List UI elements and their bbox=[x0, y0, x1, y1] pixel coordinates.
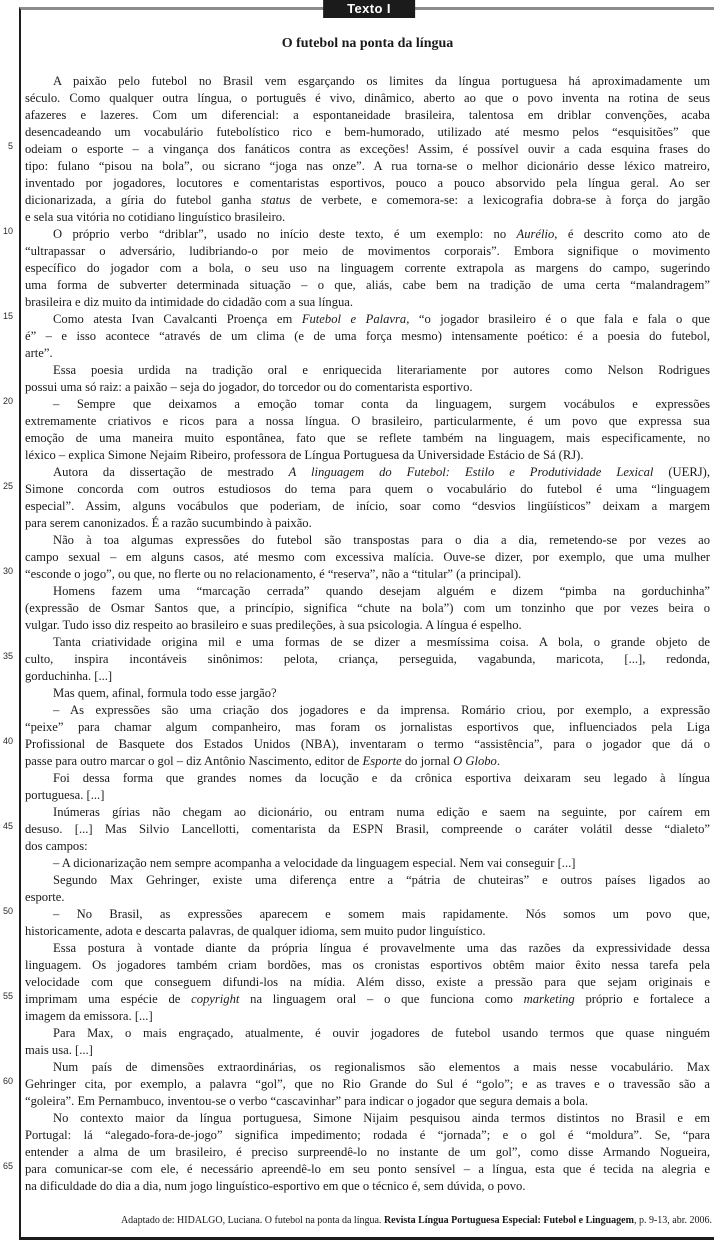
line-number: 50 bbox=[2, 906, 13, 916]
text-line: portuguesa. [...] bbox=[25, 788, 105, 802]
line-number-block bbox=[0, 495, 16, 580]
text-line: imagem da emissora. [...] bbox=[25, 1009, 153, 1023]
text-line: A paixão pelo futebol no Brasil vem esgarçando os limites da língua portuguesa há aproximadamente um bbox=[53, 74, 710, 88]
citation-prefix: Adaptado de: HIDALGO, Luciana. O futebol na ponta da língua. bbox=[120, 1215, 384, 1226]
text-line: culto, inspira incontáveis sinônimos: pelota, criança, perseguida, vagabunda, maricota, [...], redonda, bbox=[25, 652, 710, 666]
line-number-block bbox=[0, 750, 16, 835]
text-line: passe para outro marcar o gol – diz Antônio Nascimento, editor de Esporte do jornal O Globo. bbox=[25, 754, 500, 768]
text-line: possui uma só raiz: a paixão – seja do jogador, do torcedor ou do comentarista esportivo. bbox=[25, 380, 473, 394]
line-number-block bbox=[0, 1005, 16, 1090]
text-line: Como atesta Ivan Cavalcanti Proença em Futebol e Palavra, “o jogador brasileiro é o que fala e fala o que bbox=[53, 312, 710, 326]
citation-suffix: , p. 9-13, abr. 2006. bbox=[633, 1215, 712, 1226]
text-line: específico do jogador com a bola, o seu uso na linguagem corrente extrapola as margens do campo, sugerindo bbox=[25, 261, 710, 275]
line-number: 40 bbox=[2, 736, 13, 746]
text-line: esporte. bbox=[25, 890, 65, 904]
text-line: Tanta criatividade origina mil e uma formas de se dizer a mesmíssima coisa. A bola, o grande objeto de bbox=[53, 635, 710, 649]
text-line: Inúmeras gírias não chegam ao dicionário, ou entram numa edição e saem na seguinte, por caírem em bbox=[53, 805, 710, 819]
line-number: 5 bbox=[7, 141, 13, 151]
text-line: Mas quem, afinal, formula todo esse jargão? bbox=[53, 686, 277, 700]
line-number: 65 bbox=[2, 1161, 13, 1171]
line-number-block bbox=[0, 70, 16, 155]
line-number-gutter bbox=[0, 70, 16, 1175]
line-number: 35 bbox=[2, 651, 13, 661]
text-line: e sela sua vitória no cotidiano linguístico brasileiro. bbox=[25, 210, 286, 224]
text-line: afazeres e lazeres. Com um diferencial: a espontaneidade brasileira, talentosa em driblar convenções, acaba bbox=[25, 108, 710, 122]
text-line: O próprio verbo “driblar”, usado no início deste texto, é um exemplo: no Aurélio, é descrito como ato de bbox=[53, 227, 710, 241]
line-number: 60 bbox=[2, 1076, 13, 1086]
text-line: Essa poesia urdida na tradição oral e enriquecida literariamente por autores como Nelson Rodrigues bbox=[53, 363, 710, 377]
texto-label: Texto I bbox=[323, 0, 415, 18]
text-line: para serem canonizados. É a razão sucumbindo à paixão. bbox=[25, 516, 312, 530]
text-line: Para Max, o mais engraçado, atualmente, é ouvir jogadores de futebol usando termos que quase ninguém bbox=[53, 1026, 710, 1040]
document-title: O futebol na ponta da língua bbox=[281, 36, 454, 51]
line-number-block bbox=[0, 155, 16, 240]
text-line: desencadeando um vocabulário futebolístico rico e bem-humorado, utilizado até mesmo pelos “esquisitões” que bbox=[25, 125, 710, 139]
text-line: uma forma de subverter determinada situação – o que, aliás, cabe bem na tradição de uma certa “malandragem” bbox=[25, 278, 710, 292]
line-number: 20 bbox=[2, 396, 13, 406]
source-citation bbox=[25, 1214, 712, 1227]
text-line: “goleira”. Em Pernambuco, inventou-se o verbo “cascavinhar” para indicar o jogador que segura demais a bola. bbox=[25, 1094, 588, 1108]
text-line: dicionarizada, a gíria do futebol ganha status de verbete, e comemora-se: a lexicografia dobra-se à força do jargão bbox=[25, 193, 710, 207]
line-number: 55 bbox=[2, 991, 13, 1001]
text-line: século. Como qualquer outra língua, o português é vivo, dinâmico, aberto ao que o povo inventa na rotina de seus bbox=[25, 91, 710, 105]
text-line: (expressão de Osmar Santos que, a princípio, significa “chute na bola”) com um tonzinho que por vezes beira o bbox=[25, 601, 710, 615]
text-line: para comunicar-se com ele, é necessário apreendê-lo em seu ponto sensível – a língua, esta que é tecida na alegria e bbox=[25, 1162, 710, 1176]
text-line: na dificuldade do dia a dia, num jogo linguístico-esportivo em que o técnico é, sem dúvida, o povo. bbox=[25, 1179, 526, 1193]
citation-source: Revista Língua Portuguesa Especial: Futebol e Linguagem bbox=[383, 1215, 634, 1226]
text-line: arte”. bbox=[25, 346, 53, 360]
text-line: mais usa. [...] bbox=[25, 1043, 93, 1057]
text-line: velocidade com que conseguem difundi-los na mídia. Além disso, existe a pressão para que sejam originais e bbox=[25, 975, 710, 989]
text-line: Autora da dissertação de mestrado A linguagem do Futebol: Estilo e Produtividade Lexical (UERJ), bbox=[53, 465, 710, 479]
text-line: Gehringer cita, por exemplo, a palavra “gol”, que no Rio Grande do Sul é “golo”; e as traves e o travessão são a bbox=[25, 1077, 710, 1091]
line-number: 45 bbox=[2, 821, 13, 831]
text-line: Profissional de Basquete dos Estados Unidos (NBA), inventaram o termo “assistência”, para o jogador que dá o bbox=[25, 737, 710, 751]
text-line: brasileira e diz muito da intimidade do cidadão com a sua língua. bbox=[25, 295, 354, 309]
text-line: Foi dessa forma que grandes nomes da locução e da crônica esportiva deixaram seu legado à língua bbox=[53, 771, 710, 785]
text-line: Não à toa algumas expressões do futebol são transpostas para o dia a dia, remetendo-se por vezes ao bbox=[53, 533, 710, 547]
text-line: Essa postura à vontade diante da própria língua é provavelmente uma das razões da expressividade dessa bbox=[53, 941, 710, 955]
text-line: Simone concorda com outros estudiosos do tema para quem o vocabulário do futebol é uma “linguagem bbox=[25, 482, 710, 496]
text-line: especial”. Assim, alguns vocábulos que poderiam, de início, soar como “desvios lingüísticos” deixam a margem bbox=[25, 499, 710, 513]
text-line: Num país de dimensões extraordinárias, os regionalismos são elementos a mais nesse vocabulário. Max bbox=[53, 1060, 710, 1074]
text-line: Homens fazem uma “marcação cerrada” quando desejam alguém e dizem “pimba na gorduchinha” bbox=[53, 584, 710, 598]
text-line: – No Brasil, as expressões aparecem e somem mais rapidamente. Nós somos um povo que, bbox=[53, 907, 710, 921]
text-line: vulgar. Tudo isso diz respeito ao brasileiro e suas predileções, à sua psicologia. A língua é espelho. bbox=[25, 618, 522, 632]
text-line: gorduchinha. [...] bbox=[25, 669, 113, 683]
text-line: “esconde o jogo”, ou que, no flerte ou no relacionamento, é “reserva”, não a “titular” (a principal). bbox=[25, 567, 522, 581]
text-line: léxico – explica Simone Nejaim Ribeiro, professora de Língua Portuguesa da Universidade Estácio de Sá (RJ). bbox=[25, 448, 584, 462]
text-line: historicamente, adota e descarta palavras, de qualquer idioma, sem muito pudor linguístico. bbox=[25, 924, 486, 938]
line-number: 10 bbox=[2, 226, 13, 236]
text-line: Portugal: lá “alegado-fora-de-jogo” significa impedimento; rodada é “jornada”; e o gol é “moldura”. Se, “para bbox=[25, 1128, 710, 1142]
text-line: “ultrapassar o adversário, ludibriando-o por meio de movimentos corporais”. Embora signifique o movimento bbox=[25, 244, 710, 258]
text-line: – As expressões são uma criação dos jogadores e da imprensa. Romário criou, por exemplo, a expressão bbox=[53, 703, 710, 717]
text-line: entender a alma de um brasileiro, é preciso surpreendê-lo no instante de um gol”, como disse Armando Nogueira, bbox=[25, 1145, 710, 1159]
text-line: odeiam o esporte – a vingança dos fanáticos contra as exceções! Assim, é possível ouvir a cada esquina frases do bbox=[25, 142, 710, 156]
text-line: dos campos: bbox=[25, 839, 88, 853]
line-number-block bbox=[0, 410, 16, 495]
line-number-block bbox=[0, 580, 16, 665]
text-line: tipo: fulano “pisou na bola”, ou sicrano “joga nas onze”. A rua torna-se o melhor dicionário desse léxico matreiro, bbox=[25, 159, 710, 173]
document-body bbox=[25, 73, 710, 1195]
line-number: 15 bbox=[2, 311, 13, 321]
line-number-block bbox=[0, 835, 16, 920]
text-line: campo sexual – em alguns casos, até mesmo com excessiva malícia. Ouve-se dizer, por exemplo, que uma mulher bbox=[25, 550, 710, 564]
text-line: inventado por jogadores, locutores e comentaristas esportivos, pouco a pouco absorvido pela língua geral. Ao ser bbox=[25, 176, 710, 190]
text-line: “peixe” para chamar algum companheiro, mas foram os jornalistas esportivos que, influenciados pela Liga bbox=[25, 720, 710, 734]
line-number-block bbox=[0, 920, 16, 1005]
text-line: emoção de uma maneira muito espontânea, fato que se reflete também na linguagem, mais especificamente, no bbox=[25, 431, 710, 445]
text-line: é” – e isso acontece “através de um clima (e de uma força mesmo) intensamente poético: é a poesia do futebol, bbox=[25, 329, 710, 343]
text-line: imprimam uma espécie de copyright na linguagem oral – o que funciona como marketing próprio e fortalece a bbox=[25, 992, 710, 1006]
line-number: 30 bbox=[2, 566, 13, 576]
text-line: Segundo Max Gehringer, existe uma diferença entre a “pátria de chuteiras” e outros países ligados ao bbox=[53, 873, 710, 887]
document-box bbox=[19, 7, 714, 1240]
text-line: – A dicionarização nem sempre acompanha a velocidade da linguagem especial. Nem vai conseguir [...] bbox=[53, 856, 576, 870]
text-line: desuso. [...] Mas Silvio Lancellotti, comentarista da ESPN Brasil, compreende o caráter volátil desse “dialeto” bbox=[25, 822, 710, 836]
text-line: No contexto maior da língua portuguesa, Simone Nijaim pesquisou ainda termos distintos no Brasil e em bbox=[53, 1111, 710, 1125]
line-number-block bbox=[0, 1090, 16, 1175]
text-line: linguagem. Os jogadores também criam bordões, mas os cronistas esportivos obtêm maior êxito nessa tarefa pela bbox=[25, 958, 710, 972]
line-number-block bbox=[0, 240, 16, 325]
line-number: 25 bbox=[2, 481, 13, 491]
text-line: extremamente criativos e ricos para a nossa língua. O brasileiro, particularmente, é um povo que expressa sua bbox=[25, 414, 710, 428]
line-number-block bbox=[0, 665, 16, 750]
line-number-block bbox=[0, 325, 16, 410]
text-line: – Sempre que deixamos a emoção tomar conta da linguagem, surgem vocábulos e expressões bbox=[53, 397, 710, 411]
